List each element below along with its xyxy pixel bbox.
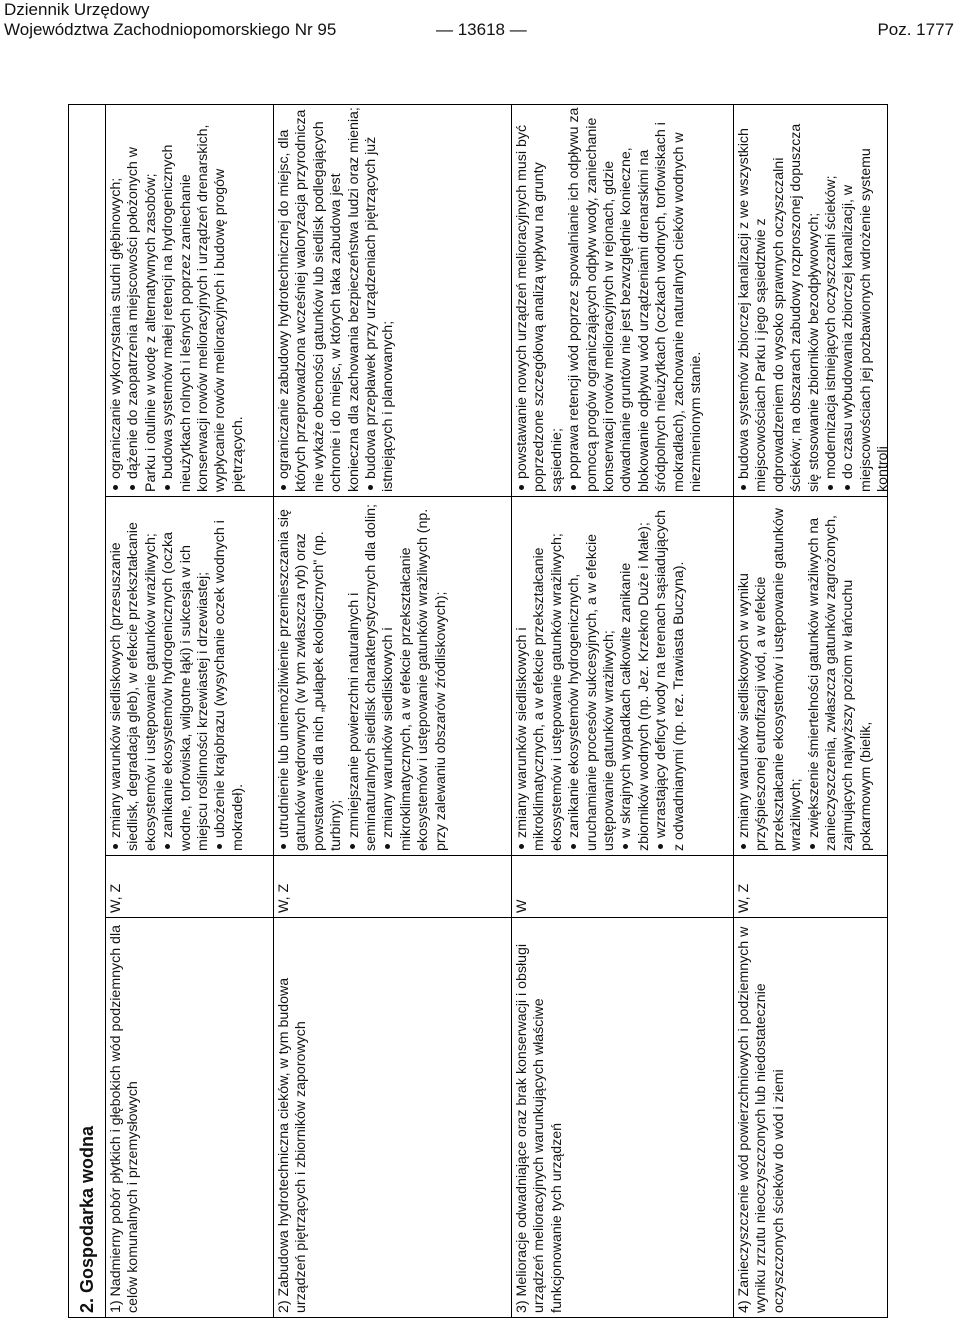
effects-cell bbox=[512, 496, 733, 855]
page-number: — 13618 — bbox=[436, 20, 527, 39]
effects-cell bbox=[734, 496, 887, 855]
effect-text: zwiększenie śmiertelności gatunków wrażliwych na zanieczyszczenia, zwłaszcza gatunków zagrożonych, zajmujących najwyższy poziom w łańcuchu pokarmowym (bielik, bbox=[805, 515, 874, 851]
threat-cell: 1) Nadmierny pobór płytkich i głębokich wód podziemnych dla celów komunalnych i przemysłowych bbox=[106, 917, 273, 1317]
measure-item bbox=[514, 107, 566, 492]
effect-text: wzrastający deficyt wody na terenach sąsiadujących z odwadnianymi (np. rez. Trawiasta Buczyna). bbox=[653, 509, 687, 851]
effect-item bbox=[160, 501, 212, 851]
measure-item bbox=[276, 107, 363, 492]
effect-text: zmiany warunków siedliskowych i mikroklimatycznych, a w efekcie przekształcanie ekosystemów i ustępowanie gatunków wrażliwych (np. przy zalewaniu obszarów źródliskowych); bbox=[380, 508, 449, 851]
bullet-icon bbox=[571, 485, 576, 490]
effect-text: ubożenie krajobrazu (wysychanie oczek wodnych i mokradeł). bbox=[212, 520, 246, 851]
measure-item bbox=[108, 107, 125, 492]
bullet-icon bbox=[113, 485, 118, 490]
table-row bbox=[274, 104, 512, 1318]
measure-text: dążenie do zaopatrzenia miejscowości położonych w Parku i otulinie w wodę z alternatywnych zasobów; bbox=[125, 146, 159, 492]
threat-cell: 2) Zabudowa hydrotechniczna cieków, w tym budowa urządzeń piętrzących i zbiorników zaporowych bbox=[274, 917, 511, 1317]
bullet-icon bbox=[385, 844, 390, 849]
bullet-icon bbox=[623, 844, 628, 849]
bullet-icon bbox=[130, 485, 135, 490]
bullet-icon bbox=[741, 485, 746, 490]
bullet-icon bbox=[281, 844, 286, 849]
measure-item bbox=[823, 107, 840, 492]
effect-item bbox=[806, 501, 876, 851]
effect-text: utrudnienie lub uniemożliwienie przemieszczania się gatunków wędrownych (w tym zwłaszcza ryb) oraz powstawanie dla nich „pułapek ekologicznych" (np. turbiny); bbox=[276, 509, 345, 851]
section-title: 2. Gospodarka wodna bbox=[68, 104, 106, 1318]
measure-item bbox=[736, 107, 823, 492]
effect-item bbox=[346, 501, 381, 851]
effect-text: zanikanie ekosystemów hydrogenicznych, uruchamianie procesów sukcesyjnych, a w efekcie ustępowanie gatunków wrażliwych; bbox=[566, 533, 618, 851]
effect-item bbox=[736, 501, 806, 851]
effect-item bbox=[653, 501, 688, 851]
measure-item bbox=[125, 107, 160, 492]
rotated-table-area bbox=[68, 104, 892, 1318]
bullet-icon bbox=[165, 844, 170, 849]
bullet-icon bbox=[828, 485, 833, 490]
effect-item bbox=[212, 501, 247, 851]
measures-cell bbox=[106, 103, 273, 496]
bullet-icon bbox=[741, 844, 746, 849]
code-cell: W, Z bbox=[274, 855, 511, 917]
measure-text: modernizacja istniejących oczyszczalni ścieków; bbox=[823, 175, 840, 479]
measure-item bbox=[160, 107, 247, 492]
effect-item bbox=[276, 501, 346, 851]
table-row bbox=[512, 104, 734, 1318]
table-row bbox=[106, 104, 274, 1318]
bullet-icon bbox=[571, 844, 576, 849]
measure-item bbox=[566, 107, 705, 492]
bullet-icon bbox=[165, 485, 170, 490]
measures-cell bbox=[734, 103, 892, 496]
bullet-icon bbox=[113, 844, 118, 849]
bullet-icon bbox=[519, 485, 524, 490]
measure-text: budowa przepławek przy urządzeniach piętrzących już istniejących i planowanych; bbox=[363, 136, 397, 492]
position-number: Poz. 1777 bbox=[877, 20, 954, 39]
measures-cell bbox=[274, 103, 511, 496]
water-management-table bbox=[68, 104, 892, 1318]
bullet-icon bbox=[281, 485, 286, 490]
measure-text: poprawa retencji wód poprzez spowalnianie ich odpływu za pomocą progów ograniczających odpływ wody, zaniechanie konserwacji rowów melioracyjnych w rejonach, gdzie odwadnianie gruntów nie jest bezwzględnie konieczne, blokowanie odpływu wód urządzeniami drenarskimi na śródpolnych nieużytkach (oczkach wodnych, torfowiskach i mokradłach), zachowanie naturalnych cieków wodnych w niezmienionym stanie. bbox=[566, 107, 705, 492]
measure-item bbox=[840, 107, 892, 492]
effects-cell bbox=[274, 496, 511, 855]
code-cell: W, Z bbox=[734, 855, 887, 917]
effect-text: zanikanie ekosystemów hydrogenicznych (oczka wodne, torfowiska, wilgotne łąki) i sukcesja w ich miejscu roślinności krzewiastej i drzewiastej; bbox=[160, 532, 212, 851]
journal-title: Dziennik Urzędowy bbox=[4, 0, 150, 19]
page-header bbox=[4, 0, 956, 44]
effect-text: zmiany warunków siedliskowych i mikroklimatycznych, a w efekcie przekształcanie ekosystemów i ustępowanie gatunków wrażliwych; bbox=[514, 533, 565, 851]
bullet-icon bbox=[217, 844, 222, 849]
effect-item bbox=[566, 501, 618, 851]
effect-text: w skrajnych wypadkach całkowite zanikanie zbiorników wodnych (np. Jez. Krzekno Duże i Małe); bbox=[618, 522, 652, 851]
measure-item bbox=[363, 107, 398, 492]
effect-text: zmniejszanie powierzchni naturalnych i seminaturalnych siedlisk charakterystycznych dla dolin; bbox=[345, 504, 380, 851]
measure-text: ograniczanie wykorzystania studni głębinowych; bbox=[108, 177, 124, 479]
table-row bbox=[734, 104, 892, 1318]
measure-text: budowa systemów małej retencji na hydrogenicznych nieużytkach rolnych i leśnych poprzez zaniechanie konserwacji rowów melioracyjnych i urządzeń drenarskich, wypłycanie rowów melioracyjnych i budowę progów piętrzących. bbox=[160, 124, 246, 492]
code-cell: W, Z bbox=[106, 855, 273, 917]
effect-text: zmiany warunków siedliskowych (przesuszanie siedlisk, degradacja gleb), w efekcie przekształcanie ekosystemów i ustępowanie gatunków wrażliwych; bbox=[108, 522, 159, 851]
threat-cell: 3) Melioracje odwadniające oraz brak konserwacji i obsługi urządzeń melioracyjnych warunkujących właściwe funkcjonowanie tych urządzeń bbox=[512, 917, 733, 1317]
measures-cell bbox=[512, 103, 733, 496]
bullet-icon bbox=[519, 844, 524, 849]
measure-text: powstawanie nowych urządzeń melioracyjnych musi być poprzedzone szczegółową analizą wpływu na grunty sąsiednie; bbox=[514, 124, 565, 492]
effect-text: zmiany warunków siedliskowych w wyniku przyśpieszonej eutrofizacji wód, a w efekcie przekształcanie ekosystemów i ustępowanie gatunków wrażliwych; bbox=[736, 507, 805, 851]
bullet-icon bbox=[368, 485, 373, 490]
effect-item bbox=[618, 501, 653, 851]
bullet-icon bbox=[845, 485, 850, 490]
measure-text: do czasu wybudowania zbiorczej kanalizacji, w miejscowościach jej pozbawionych wdrożenie systemu kontroli bbox=[840, 148, 892, 492]
effect-item bbox=[514, 501, 566, 851]
bullet-icon bbox=[810, 844, 815, 849]
effect-item bbox=[380, 501, 450, 851]
code-cell: W bbox=[512, 855, 733, 917]
measure-text: ograniczanie zabudowy hydrotechnicznej do miejsc, dla których przeprowadzona wcześniej waloryzacja przyrodnicza nie wykaże obecności gatunków lub siedlisk podlegających ochronie i do miejsc, w których taka zabudowa jest konieczna dla zachowania bezpieczeństwa ludzi oraz mienia; bbox=[276, 107, 362, 492]
bullet-icon bbox=[658, 844, 663, 849]
effect-item bbox=[108, 501, 160, 851]
measure-text: budowa systemów zbiorczej kanalizacji z we wszystkich miejscowościach Parku i jego sąsiedztwie z odprowadzeniem do wysoko sprawnych oczyszczalni ścieków; na obszarach zabudowy rozproszonej dopuszcza się stosowanie zbiorników bezodpływowych; bbox=[736, 123, 822, 492]
effects-cell bbox=[106, 496, 273, 855]
threat-cell: 4) Zanieczyszczenie wód powierzchniowych i podziemnych w wyniku zrzutu nieoczyszczonych lub niedostatecznie oczyszczonych ścieków do wód i ziemi bbox=[734, 917, 887, 1317]
journal-subtitle: Województwa Zachodniopomorskiego Nr 95 bbox=[4, 20, 337, 39]
bullet-icon bbox=[350, 844, 355, 849]
